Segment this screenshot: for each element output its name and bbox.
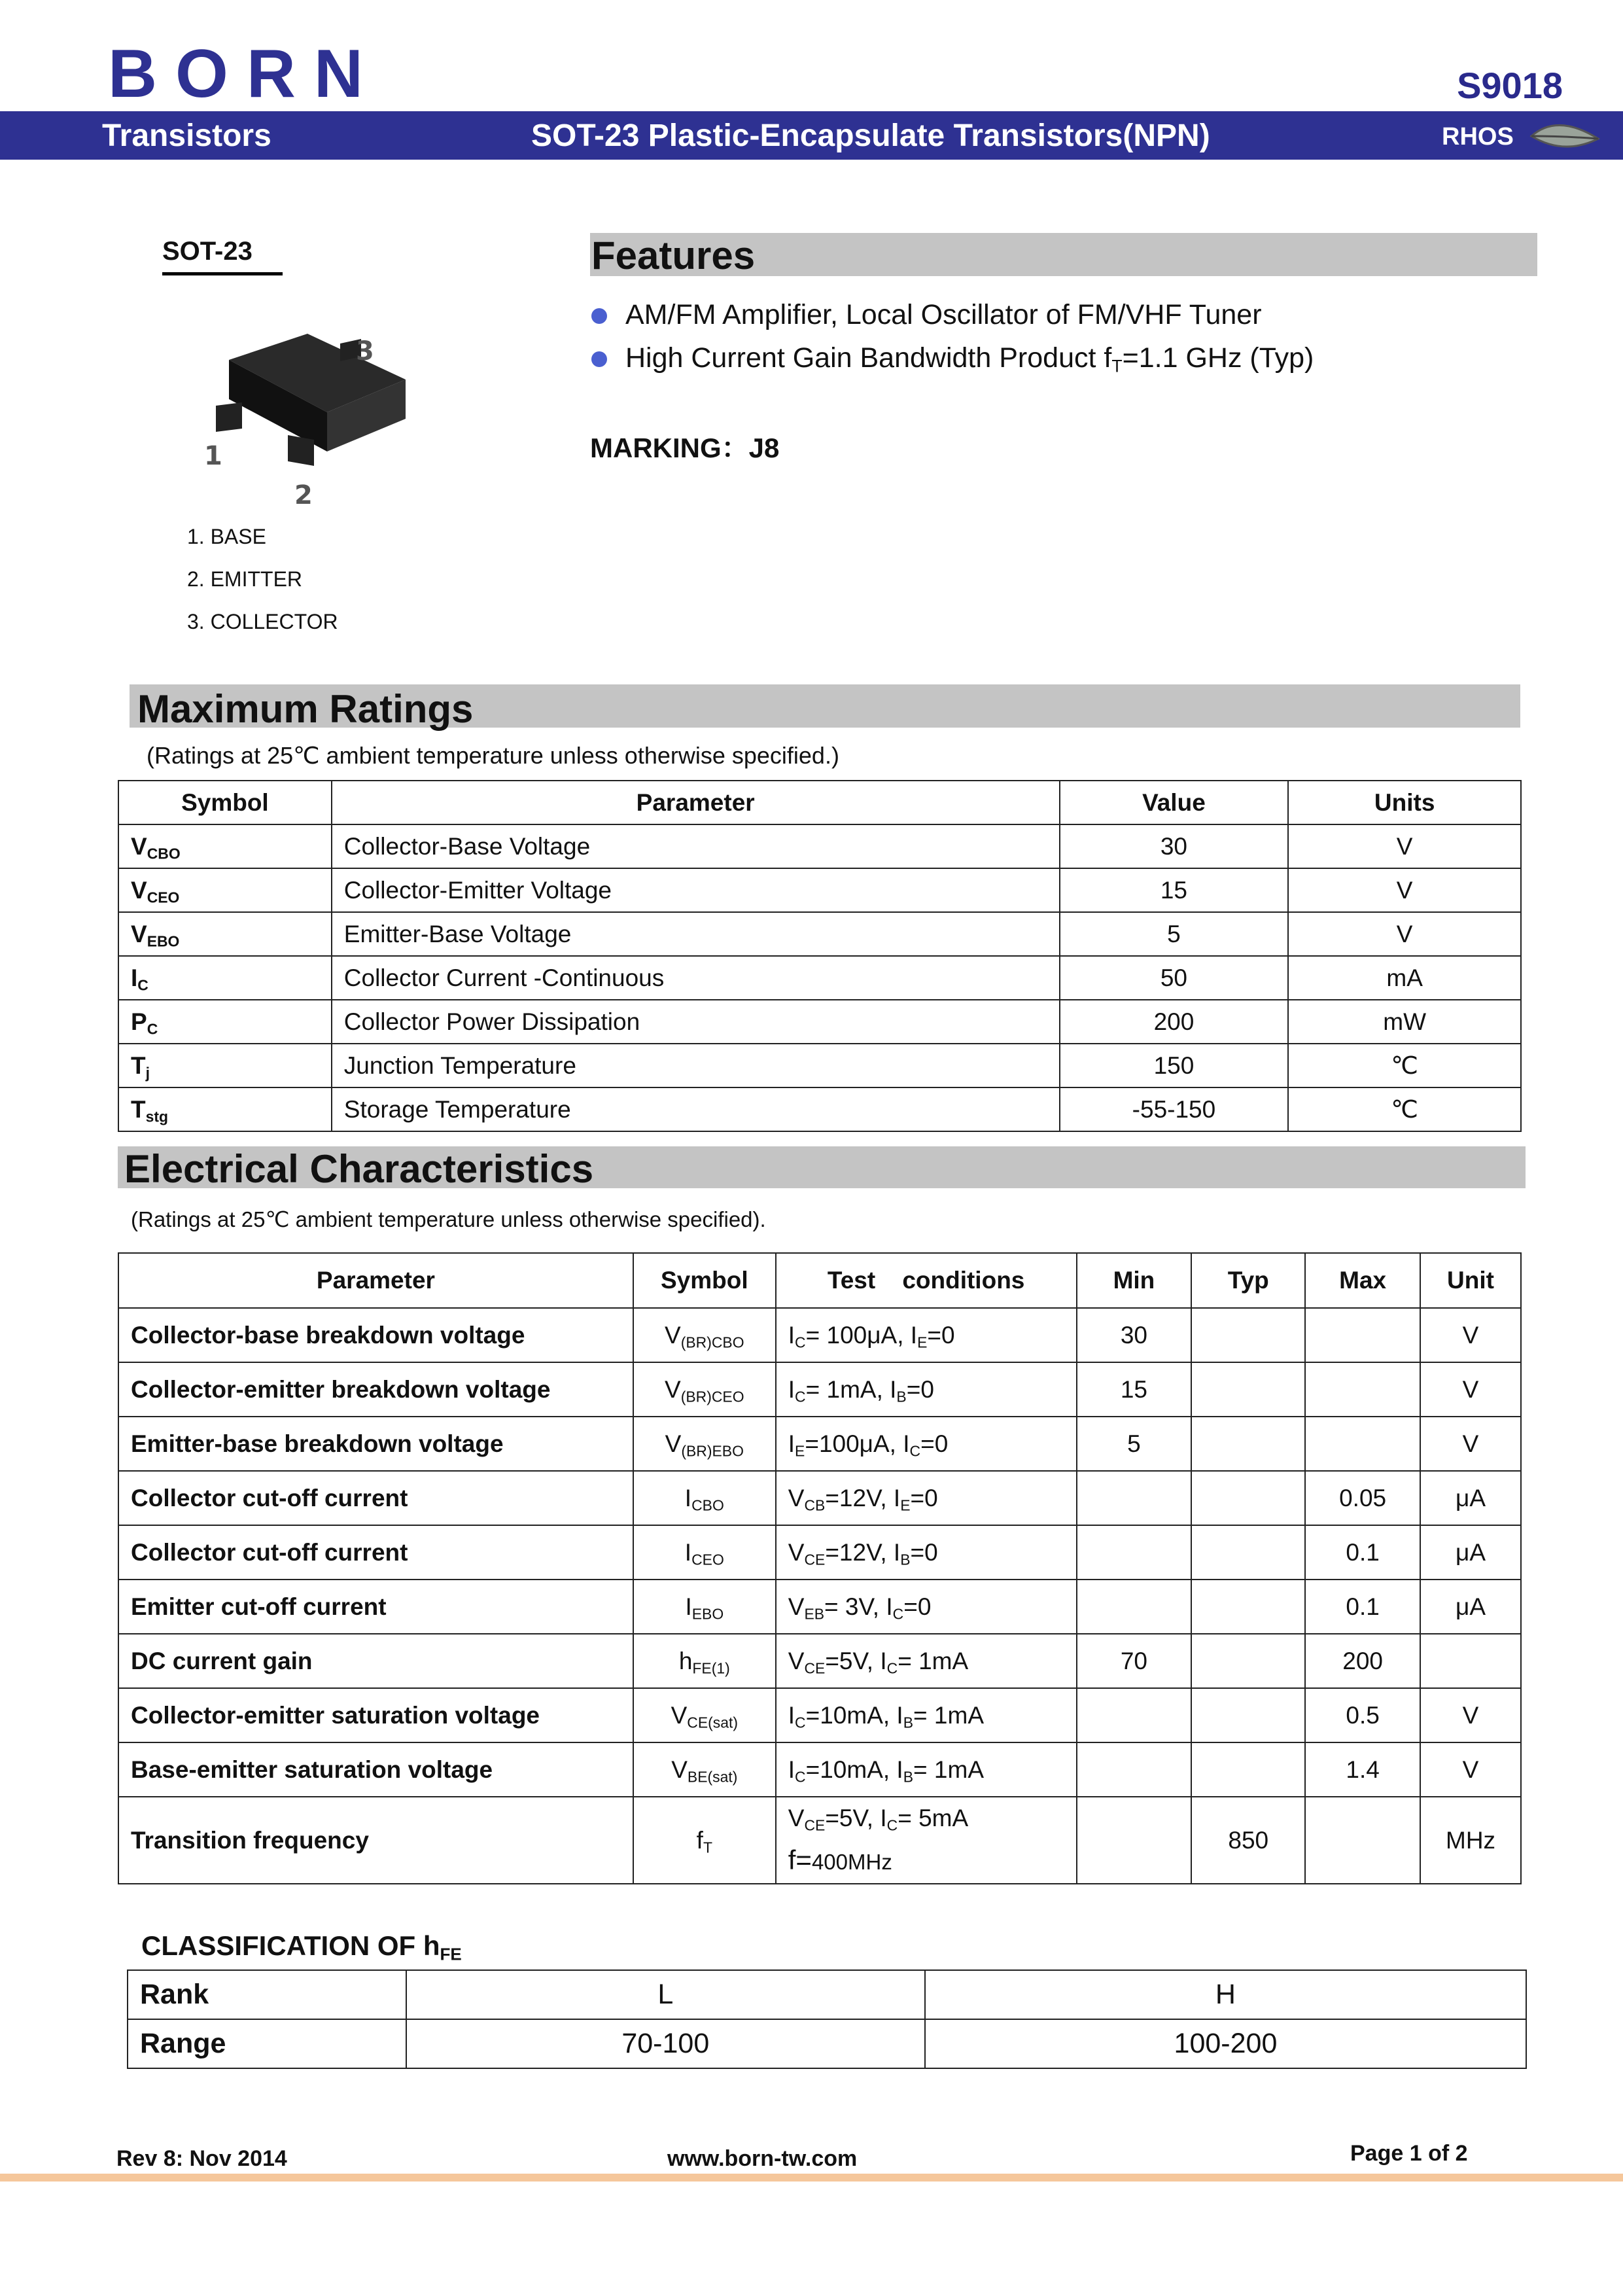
symbol-cell: $T_j$: [118, 1044, 332, 1087]
min-cell: 5: [1077, 1417, 1192, 1471]
parameter-cell: Emitter-Base Voltage: [332, 912, 1060, 956]
max-cell: 0.1: [1305, 1525, 1420, 1580]
max-ratings-note: (Ratings at 25℃ ambient temperature unless otherwise specified.): [147, 742, 839, 769]
condition-cell: $I_E=100\mu A$, $I_C=0$: [776, 1417, 1077, 1471]
elec-bar: [118, 1146, 1526, 1191]
table-row: [118, 1471, 1521, 1525]
col-header: Units: [1288, 781, 1521, 824]
col-header: Max: [1305, 1253, 1420, 1308]
table-row: [118, 1044, 1521, 1087]
pin-3-mark: 3: [356, 336, 374, 366]
col-header: Unit: [1420, 1253, 1521, 1308]
table-row: [118, 912, 1521, 956]
unit-cell: V: [1288, 912, 1521, 956]
table-row: [118, 1087, 1521, 1131]
revision: Rev 8: Nov 2014: [116, 2146, 287, 2171]
unit-cell: mA: [1288, 956, 1521, 1000]
parameter-cell: Transition frequency: [118, 1797, 633, 1884]
features-list: [590, 296, 1314, 382]
feature-item: High Current Gain Bandwidth Product $f_T=1.1$ GHz (Typ): [590, 339, 1314, 382]
parameter-cell: Collector Current -Continuous: [332, 956, 1060, 1000]
table-row: [118, 1688, 1521, 1742]
unit-cell: μA: [1420, 1580, 1521, 1634]
condition-cell: $V_{CE}=12V$, $I_B=0$: [776, 1525, 1077, 1580]
col-header: Parameter: [118, 1253, 633, 1308]
min-cell: [1077, 1797, 1192, 1884]
parameter-cell: Collector cut-off current: [118, 1471, 633, 1525]
condition-cell: $I_C= 1mA$, $I_B=0$: [776, 1362, 1077, 1417]
max-cell: [1305, 1308, 1420, 1362]
pin-emitter: 2. EMITTER: [187, 567, 303, 591]
table-header-row: [118, 1253, 1521, 1308]
parameter-cell: Emitter-base breakdown voltage: [118, 1417, 633, 1471]
parameter-cell: Junction Temperature: [332, 1044, 1060, 1087]
elec-note: (Ratings at 25℃ ambient temperature unless otherwise specified).: [131, 1207, 766, 1231]
table-row: [118, 868, 1521, 912]
min-cell: [1077, 1471, 1192, 1525]
rank-h: H: [925, 1970, 1526, 2019]
col-header: Symbol: [633, 1253, 776, 1308]
max-ratings-bar: [130, 684, 1520, 731]
parameter-cell: Collector cut-off current: [118, 1525, 633, 1580]
max-cell: 0.5: [1305, 1688, 1420, 1742]
max-cell: 200: [1305, 1634, 1420, 1688]
package-name: SOT-23: [162, 237, 253, 266]
min-cell: [1077, 1525, 1192, 1580]
value-cell: 5: [1060, 912, 1289, 956]
value-cell: 30: [1060, 824, 1289, 868]
symbol-cell: $P_C$: [118, 1000, 332, 1044]
table-row: [118, 1417, 1521, 1471]
classification-title: CLASSIFICATION OF $h_{FE}$: [141, 1930, 462, 1964]
unit-cell: μA: [1420, 1525, 1521, 1580]
symbol-cell: $V_{(BR)CBO}$: [633, 1308, 776, 1362]
symbol-cell: $T_{stg}$: [118, 1087, 332, 1131]
symbol-cell: $V_{CEO}$: [118, 868, 332, 912]
symbol-cell: $V_{CBO}$: [118, 824, 332, 868]
rank-label: Rank: [128, 1970, 406, 2019]
typ-cell: [1191, 1417, 1305, 1471]
typ-cell: [1191, 1634, 1305, 1688]
value-cell: 200: [1060, 1000, 1289, 1044]
min-cell: 30: [1077, 1308, 1192, 1362]
range-label: Range: [128, 2019, 406, 2068]
col-header: Test conditions: [776, 1253, 1077, 1308]
package-underline: [162, 272, 283, 275]
table-row: [118, 824, 1521, 868]
condition-cell: $V_{CE}=5V$, $I_C= 1mA$: [776, 1634, 1077, 1688]
condition-cell: $I_C= 100\mu A$, $I_E=0$: [776, 1308, 1077, 1362]
unit-cell: [1420, 1634, 1521, 1688]
typ-cell: [1191, 1471, 1305, 1525]
value-cell: -55-150: [1060, 1087, 1289, 1131]
min-cell: [1077, 1580, 1192, 1634]
condition-cell: $I_C=10mA$, $I_B= 1mA$: [776, 1742, 1077, 1797]
symbol-cell: $V_{(BR)EBO}$: [633, 1417, 776, 1471]
min-cell: [1077, 1688, 1192, 1742]
range-l: 70-100: [406, 2019, 925, 2068]
elec-title: Electrical Characteristics: [124, 1147, 594, 1191]
unit-cell: μA: [1420, 1471, 1521, 1525]
leaf-icon: [1525, 116, 1603, 156]
document-title: SOT-23 Plastic-Encapsulate Transistors(NPN): [531, 118, 1210, 153]
table-row: [118, 1362, 1521, 1417]
classification-table: [127, 1969, 1527, 2069]
feature-item: AM/FM Amplifier, Local Oscillator of FM/VHF Tuner: [590, 296, 1314, 339]
parameter-cell: DC current gain: [118, 1634, 633, 1688]
unit-cell: V: [1420, 1688, 1521, 1742]
parameter-cell: Collector-emitter breakdown voltage: [118, 1362, 633, 1417]
website-url: www.born-tw.com: [667, 2146, 858, 2171]
typ-cell: [1191, 1688, 1305, 1742]
max-ratings-table: [118, 780, 1522, 1132]
symbol-cell: $V_{EBO}$: [118, 912, 332, 956]
pin-2-mark: 2: [294, 480, 313, 510]
pin-1-mark: 1: [204, 441, 222, 471]
condition-cell: $I_C=10mA$, $I_B= 1mA$: [776, 1688, 1077, 1742]
pin-base: 1. BASE: [187, 525, 266, 548]
svg-text:BORN: BORN: [108, 41, 362, 103]
min-cell: [1077, 1742, 1192, 1797]
max-ratings-title: Maximum Ratings: [137, 687, 474, 731]
condition-cell: $V_{EB}= 3V$, $I_C=0$: [776, 1580, 1077, 1634]
table-row: [118, 1797, 1521, 1884]
unit-cell: V: [1288, 824, 1521, 868]
unit-cell: V: [1420, 1308, 1521, 1362]
marking-code: MARKING：J8: [590, 433, 780, 463]
table-row: [118, 1308, 1521, 1362]
parameter-cell: Storage Temperature: [332, 1087, 1060, 1131]
parameter-cell: Emitter cut-off current: [118, 1580, 633, 1634]
unit-cell: ℃: [1288, 1044, 1521, 1087]
min-cell: 70: [1077, 1634, 1192, 1688]
symbol-cell: $I_{CEO}$: [633, 1525, 776, 1580]
typ-cell: [1191, 1362, 1305, 1417]
col-header: Typ: [1191, 1253, 1305, 1308]
typ-cell: [1191, 1580, 1305, 1634]
unit-cell: MHz: [1420, 1797, 1521, 1884]
value-cell: 15: [1060, 868, 1289, 912]
sot23-package-image: [190, 321, 425, 517]
symbol-cell: $I_{CBO}$: [633, 1471, 776, 1525]
typ-cell: [1191, 1308, 1305, 1362]
rank-l: L: [406, 1970, 925, 2019]
header-banner: [0, 111, 1623, 160]
footer-line: [0, 2174, 1623, 2181]
typ-cell: [1191, 1525, 1305, 1580]
part-number: S9018: [1457, 65, 1563, 106]
unit-cell: V: [1420, 1417, 1521, 1471]
unit-cell: ℃: [1288, 1087, 1521, 1131]
max-cell: [1305, 1417, 1420, 1471]
symbol-cell: $V_{CE(sat)}$: [633, 1688, 776, 1742]
value-cell: 50: [1060, 956, 1289, 1000]
min-cell: 15: [1077, 1362, 1192, 1417]
parameter-cell: Collector-base breakdown voltage: [118, 1308, 633, 1362]
symbol-cell: $I_{EBO}$: [633, 1580, 776, 1634]
max-cell: [1305, 1797, 1420, 1884]
col-header: Min: [1077, 1253, 1192, 1308]
max-cell: 0.1: [1305, 1580, 1420, 1634]
symbol-cell: $I_C$: [118, 956, 332, 1000]
range-h: 100-200: [925, 2019, 1526, 2068]
table-row: [118, 1634, 1521, 1688]
category-label: Transistors: [102, 118, 271, 153]
unit-cell: mW: [1288, 1000, 1521, 1044]
symbol-cell: $V_{BE(sat)}$: [633, 1742, 776, 1797]
unit-cell: V: [1420, 1362, 1521, 1417]
features-bar: [590, 233, 1537, 276]
parameter-cell: Collector-emitter saturation voltage: [118, 1688, 633, 1742]
born-logo: [108, 41, 363, 103]
table-row: [118, 956, 1521, 1000]
condition-cell: $V_{CB}=12V$, $I_E=0$: [776, 1471, 1077, 1525]
typ-cell: 850: [1191, 1797, 1305, 1884]
parameter-cell: Base-emitter saturation voltage: [118, 1742, 633, 1797]
table-row: [118, 1000, 1521, 1044]
symbol-cell: $V_{(BR)CEO}$: [633, 1362, 776, 1417]
typ-cell: [1191, 1742, 1305, 1797]
table-row: [118, 1742, 1521, 1797]
page-number: Page 1 of 2: [1350, 2141, 1468, 2166]
parameter-cell: Collector Power Dissipation: [332, 1000, 1060, 1044]
features-title: Features: [591, 234, 756, 277]
condition-cell: $V_{CE}=5V$, $I_C= 5mA$ f=400MHz: [776, 1797, 1077, 1884]
max-cell: [1305, 1362, 1420, 1417]
symbol-cell: $h_{FE(1)}$: [633, 1634, 776, 1688]
unit-cell: V: [1288, 868, 1521, 912]
col-header: Parameter: [332, 781, 1060, 824]
rhos-label: RHOS: [1442, 123, 1514, 150]
table-row: [118, 1580, 1521, 1634]
table-header-row: [118, 781, 1521, 824]
electrical-table: [118, 1252, 1522, 1884]
col-header: Value: [1060, 781, 1289, 824]
table-row: [128, 1970, 1526, 2019]
table-row: [118, 1525, 1521, 1580]
parameter-cell: Collector-Emitter Voltage: [332, 868, 1060, 912]
col-header: Symbol: [118, 781, 332, 824]
parameter-cell: Collector-Base Voltage: [332, 824, 1060, 868]
max-cell: 1.4: [1305, 1742, 1420, 1797]
symbol-cell: $f_T$: [633, 1797, 776, 1884]
table-row: [128, 2019, 1526, 2068]
unit-cell: V: [1420, 1742, 1521, 1797]
value-cell: 150: [1060, 1044, 1289, 1087]
pin-collector: 3. COLLECTOR: [187, 610, 338, 633]
max-cell: 0.05: [1305, 1471, 1420, 1525]
